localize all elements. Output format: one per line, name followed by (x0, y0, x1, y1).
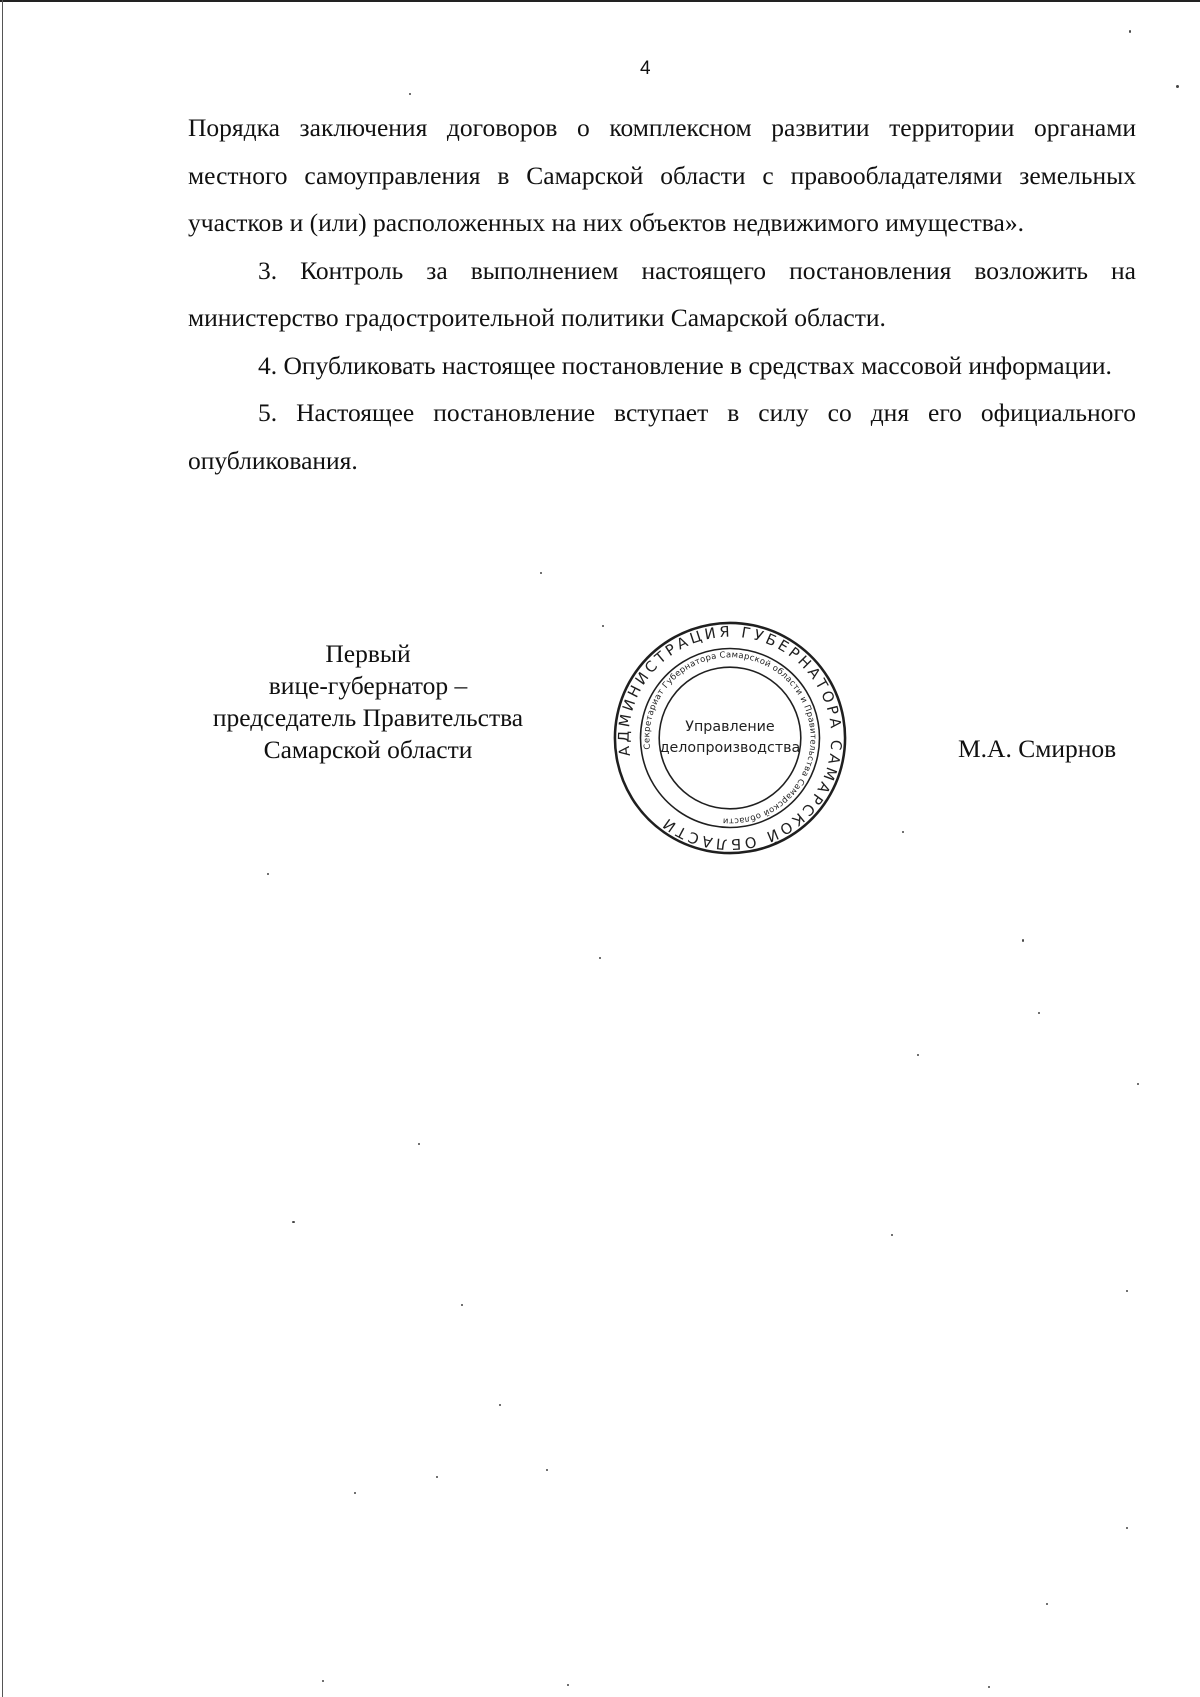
scan-speck (546, 1469, 548, 1471)
scan-speck (292, 1221, 295, 1223)
scan-speck (1176, 85, 1179, 88)
scan-speck (436, 1476, 438, 1478)
scan-speck (891, 1234, 893, 1236)
paragraph-continuation: Порядка заключения договоров о комплексном развитии территории органами местного самоуправления в Самарской области с правообладателями земельных участков и (или) расположенных на них объектов недвижимого имущества». (188, 113, 1136, 237)
scan-speck (1022, 939, 1024, 942)
scan-speck (1126, 1527, 1128, 1529)
scan-speck (988, 1686, 990, 1688)
scan-speck (1137, 1083, 1139, 1085)
paragraph-5-effective: 5. Настоящее постановление вступает в силу со дня его официального опубликования. (188, 398, 1136, 475)
position-line: Самарской области (263, 735, 473, 764)
scan-speck (567, 1684, 569, 1686)
signer-name: М.А. Смирнов (958, 734, 1117, 763)
scan-left-edge (2, 0, 3, 1697)
official-seal-stamp (612, 620, 848, 856)
signatory-position (188, 638, 548, 766)
page-number: 4 (640, 58, 651, 79)
position-line: вице-губернатор – (268, 671, 468, 700)
paragraph-3-control: 3. Контроль за выполнением настоящего постановления возложить на министерство градостроительной политики Самарской области. (188, 255, 1136, 332)
scan-speck (602, 625, 604, 627)
scan-speck (1126, 1290, 1128, 1292)
scan-speck (599, 957, 601, 959)
scan-speck (409, 93, 411, 95)
scan-top-edge (0, 0, 1200, 2)
scan-speck (267, 873, 269, 875)
seal-outer-text: АДМИНИСТРАЦИЯ ГУБЕРНАТОРА САМАРСКОЙ ОБЛАСТИ (615, 623, 845, 853)
scan-speck (1038, 1012, 1040, 1014)
position-line: Первый (325, 639, 411, 668)
scan-speck (1046, 1603, 1048, 1605)
seal-center-line2: делопроизводства (659, 739, 801, 756)
scan-speck (322, 1680, 324, 1682)
scan-speck (540, 572, 542, 574)
scan-speck (902, 831, 904, 833)
scan-speck (1129, 30, 1131, 33)
scan-speck (461, 1304, 463, 1306)
position-line: председатель Правительства (212, 703, 524, 732)
body-text (188, 104, 1136, 484)
scan-speck (418, 1143, 420, 1145)
scan-speck (917, 1054, 919, 1056)
paragraph-4-publish: 4. Опубликовать настоящее постановление в средствах массовой информации. (258, 350, 1112, 380)
seal-inner-ring-text: Секретариат Губернатора Самарской области и Правительства Самарской области (641, 649, 819, 827)
scan-speck (499, 1404, 501, 1406)
seal-center-line1: Управление (685, 719, 775, 736)
scan-speck (354, 1492, 356, 1494)
